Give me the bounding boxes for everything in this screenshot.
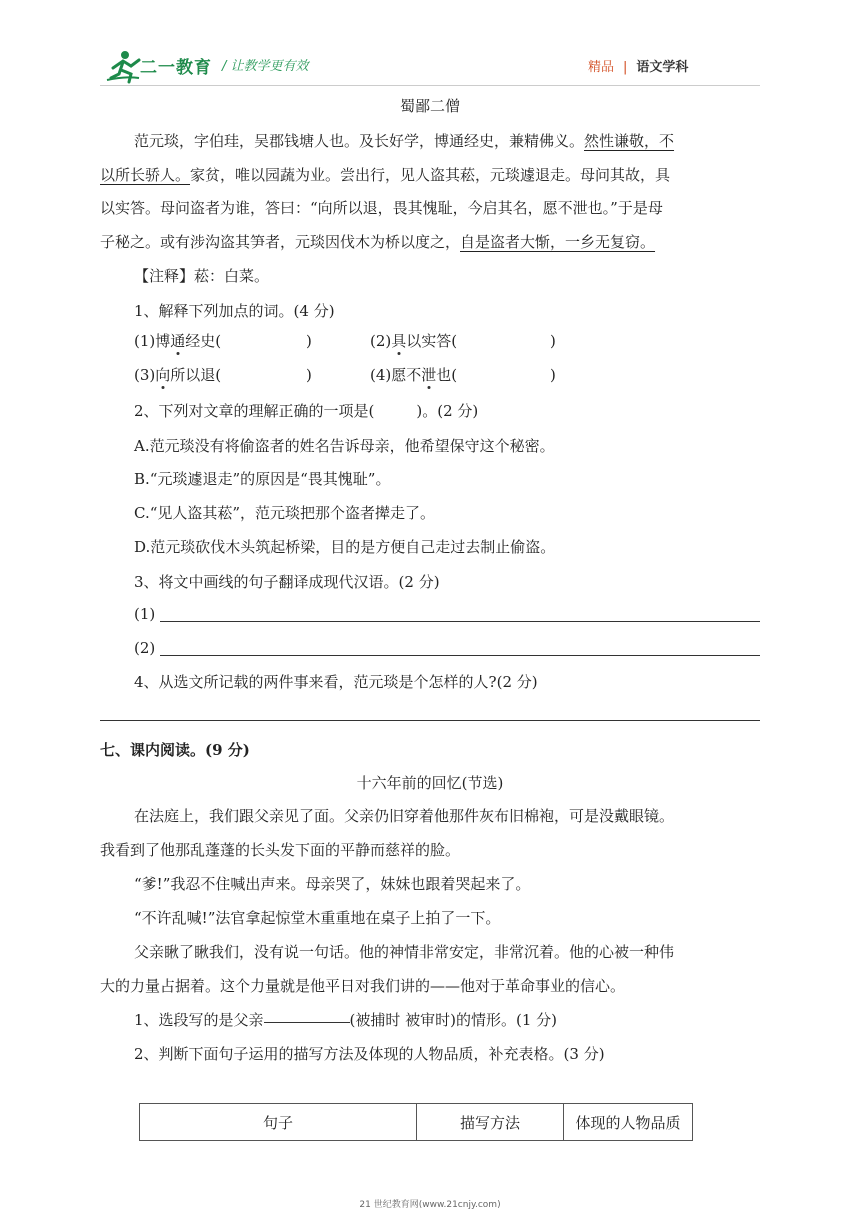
q1-item-text: (2) [370,332,392,350]
passage-line-2 [100,165,670,185]
s7-para-1-line-2: 我看到了他那乱蓬蓬的长头发下面的平静而慈祥的脸。 [100,841,461,859]
passage-text: 家贫，唯以园蔬为业。尝出行，见人盗其菘，元琰遽退走。母问其故，具 [190,166,671,184]
underlined-sentence-1b: 以所长骄人。 [100,166,191,184]
s7-para-4-line-1: 父亲瞅了瞅我们，没有说一句话。他的神情非常安定，非常沉着。他的心被一种伟 [134,943,675,961]
q1-item-text: (4)愿不 [370,366,422,384]
underlined-sentence-2: 自是盗者大惭，一乡无复窃。 [460,233,656,251]
annotation-note: 【注释】菘：白菜。 [134,267,270,285]
q2-option-a: A.范元琰没有将偷盗者的姓名告诉母亲，他希望保守这个秘密。 [134,437,555,455]
underlined-sentence-1a: 然性谦敬，不 [584,132,675,150]
q1-item-3 [134,365,221,385]
passage-title: 蜀鄙二僧 [399,97,460,115]
answer-blank-line[interactable] [264,1022,350,1023]
page-header [0,0,860,88]
q1-item-text: (3) [134,366,156,384]
q1-item-3-close: ) [306,366,312,384]
dotted-char: 通 [170,332,186,350]
table-header-quality: 体现的人物品质 [564,1104,693,1141]
header-tags [588,56,688,75]
s7-para-3: “不许乱喊!”法官拿起惊堂木重重地在桌子上拍了一下。 [134,909,501,927]
q1-item-2 [370,331,457,351]
q3-line-1-label: (1) [134,605,156,623]
passage-text: 范元琰，字伯珪，吴郡钱塘人也。及长好学，博通经史，兼精佛义。 [134,132,585,150]
q2-option-b: B.“元琰遽退走”的原因是“畏其愧耻”。 [134,470,391,488]
brand-slogan: / 让教学更有效 [222,59,309,74]
header-separator: | [623,60,628,75]
q1-item-text: 所以退( [170,366,222,384]
header-rule [100,85,760,86]
subject-tag: 语文学科 [636,60,689,75]
section-7-title: 十六年前的回忆(节选) [356,774,504,792]
q1-item-text: 经史( [185,332,222,350]
dotted-char: 具 [391,332,407,350]
q1-item-2-close: ) [550,332,556,350]
s7-para-2: “爹!”我忍不住喊出声来。母亲哭了，妹妹也跟着哭起来了。 [134,875,531,893]
q1-item-4 [370,365,457,385]
q1-item-text: 以实答( [406,332,458,350]
s7-question-1 [134,1010,557,1030]
page-footer: 21 世纪教育网(www.21cnjy.com) [359,1200,501,1210]
passage-line-1 [134,131,674,151]
dotted-char: 向 [155,366,171,384]
q1-item-1-close: ) [306,332,312,350]
answer-line-1[interactable] [160,621,760,622]
q1-item-text: 也( [436,366,458,384]
passage-line-3: 以实答。母问盗者为谁，答曰：“向所以退，畏其愧耻，今启其名，愿不泄也。”于是母 [100,199,663,217]
answer-line-2[interactable] [160,655,760,656]
table-header-sentence: 句子 [140,1104,417,1141]
q2-stem-text: )。(2 分) [416,402,479,420]
s7-para-1-line-1: 在法庭上，我们跟父亲见了面。父亲仍旧穿着他那件灰布旧棉袍，可是没戴眼镜。 [134,807,675,825]
q1-item-text: (1)博 [134,332,171,350]
question-1-stem: 1、解释下列加点的词。(4 分) [134,302,335,320]
q2-option-c: C.“见人盗其菘”，范元琰把那个盗者撵走了。 [134,504,436,522]
section-7-heading: 七、课内阅读。(9 分) [100,741,250,759]
table-header-row [140,1104,693,1141]
question-3-stem: 3、将文中画线的句子翻译成现代汉语。(2 分) [134,573,440,591]
q2-stem-text: 2、下列对文章的理解正确的一项是( [134,402,375,420]
s7-q1-text: (被捕时 被审时)的情形。(1 分) [349,1011,558,1029]
s7-q1-text: 1、选段写的是父亲 [134,1011,264,1029]
question-4-stem: 4、从选文所记载的两件事来看，范元琰是个怎样的人?(2 分) [134,673,538,691]
q1-item-1 [134,331,221,351]
dotted-char: 泄 [421,366,437,384]
q2-option-d: D.范元琰砍伐木头筑起桥梁，目的是方便自己走过去制止偷盗。 [134,538,556,556]
question-2-stem [134,401,478,421]
table-header-method: 描写方法 [417,1104,564,1141]
q1-item-4-close: ) [550,366,556,384]
section-divider [100,720,760,721]
q3-line-2-label: (2) [134,639,156,657]
s7-para-4-line-2: 大的力量占据着。这个力量就是他平日对我们讲的——他对于革命事业的信心。 [100,977,626,995]
brand-name: 二一教育 [140,58,212,78]
passage-line-4 [100,232,655,252]
answer-table [139,1103,693,1141]
quality-tag: 精品 [588,60,615,75]
s7-question-2: 2、判断下面句子运用的描写方法及体现的人物品质，补充表格。(3 分) [134,1045,605,1063]
passage-text: 子秘之。或有涉沟盗其笋者，元琰因伐木为桥以度之， [100,233,461,251]
